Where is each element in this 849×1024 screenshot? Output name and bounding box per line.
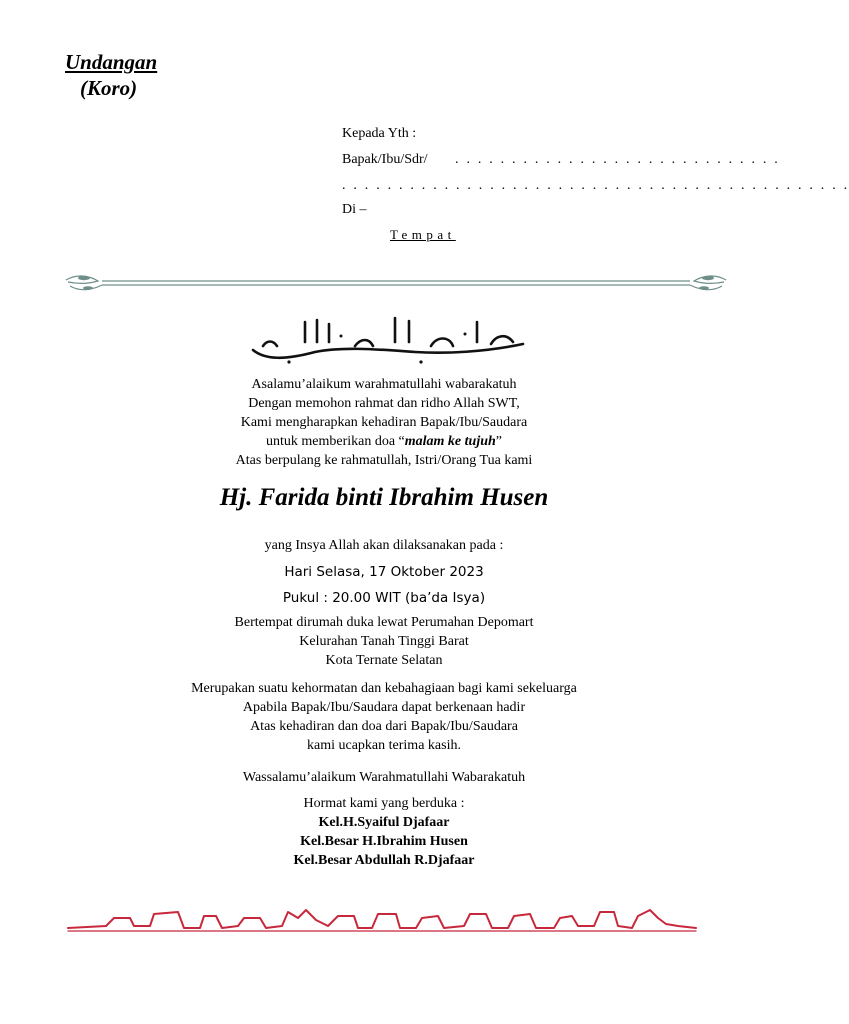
line4-emphasis: malam ke tujuh — [404, 434, 496, 449]
red-skyline-border-icon — [66, 904, 698, 934]
family-name: Kel.Besar Abdullah R.Djafaar — [293, 853, 475, 868]
event-place-2: Kelurahan Tanah Tinggi Barat — [299, 634, 469, 649]
recipient-dots: . . . . . . . . . . . . . . . . . . . . . . . . . . . . . — [455, 152, 780, 167]
event-place-3: Kota Ternate Selatan — [325, 653, 443, 668]
recipient-label: Bapak/Ibu/Sdr/ — [342, 152, 428, 167]
signature-intro: Hormat kami yang berduka : — [303, 796, 465, 811]
family-name: Kel.H.Syaiful Djafaar — [318, 815, 450, 830]
family-name: Kel.Besar H.Ibrahim Husen — [300, 834, 468, 849]
document-title: Undangan — [65, 50, 158, 74]
event-time: Pukul : 20.00 WIT (ba’da Isya) — [282, 590, 486, 606]
closing-salam: Wassalamu’alaikum Warahmatullahi Wabarakatuh — [242, 770, 526, 785]
event-intro: yang Insya Allah akan dilaksanakan pada : — [264, 538, 504, 553]
address-to: Kepada Yth : — [342, 126, 417, 141]
address-di: Di – — [342, 202, 367, 217]
event-day-date: Hari Selasa, 17 Oktober 2023 — [284, 564, 484, 580]
closing-line-1: Merupakan suatu kehormatan dan kebahagiaan bagi kami sekeluarga — [191, 681, 577, 696]
document-subtitle: (Koro) — [80, 76, 138, 100]
opening-line-5: Atas berpulang ke rahmatullah, Istri/Orang Tua kami — [235, 453, 533, 468]
opening-line-1: Asalamu’alaikum warahmatullahi wabarakatuh — [251, 377, 517, 392]
closing-line-4: kami ucapkan terima kasih. — [307, 738, 461, 753]
address-recipient — [342, 152, 780, 168]
closing-line-3: Atas kehadiran dan doa dari Bapak/Ibu/Saudara — [250, 719, 518, 734]
event-place-1: Bertempat dirumah duka lewat Perumahan Depomart — [234, 615, 534, 630]
opening-line-4 — [0, 434, 768, 450]
closing-line-2: Apabila Bapak/Ibu/Saudara dapat berkenaan hadir — [242, 700, 526, 715]
opening-line-3: Kami mengharapkan kehadiran Bapak/Ibu/Saudara — [240, 415, 528, 430]
bismillah-icon — [245, 312, 535, 368]
address-dots-line: . . . . . . . . . . . . . . . . . . . . . . . . . . . . . . . . . . . . . . . . . . . . . — [342, 178, 849, 193]
line4-post: ” — [495, 434, 503, 449]
opening-line-2: Dengan memohon rahmat dan ridho Allah SWT, — [248, 396, 520, 411]
line4-pre: untuk memberikan doa “ — [265, 434, 405, 449]
ornamental-divider-icon — [62, 272, 730, 294]
deceased-name: Hj. Farida binti Ibrahim Husen — [219, 484, 549, 511]
address-tempat: Tempat — [390, 227, 456, 242]
